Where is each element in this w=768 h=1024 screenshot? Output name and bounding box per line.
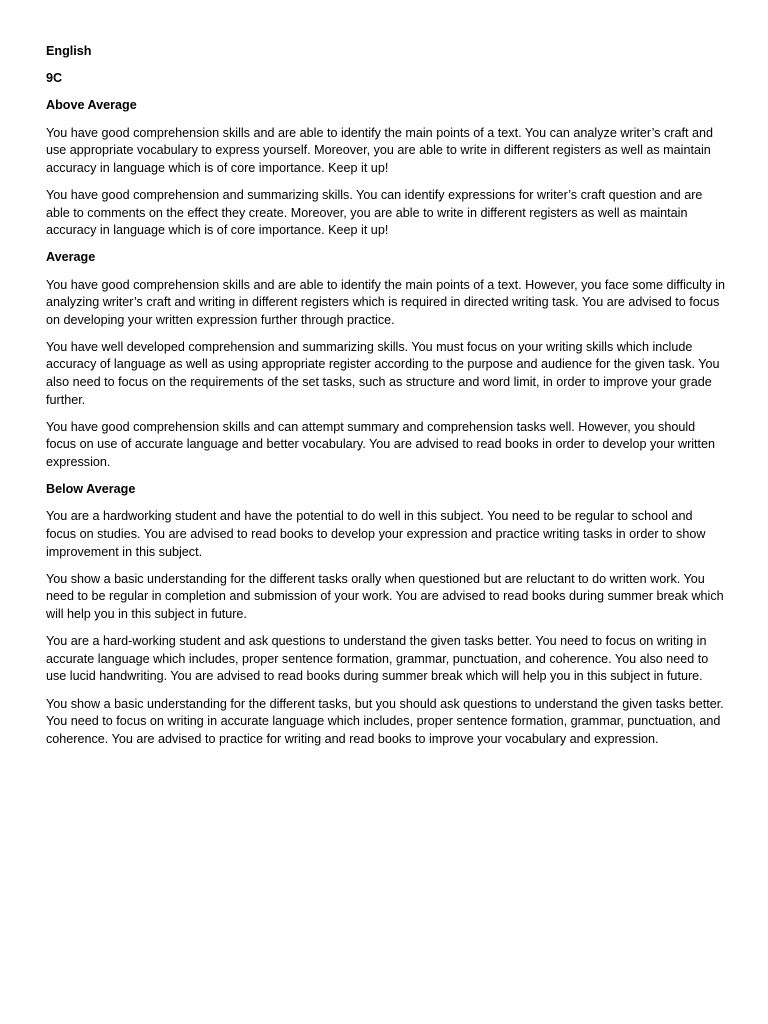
class-heading: 9C	[46, 71, 63, 86]
paragraph: You are a hardworking student and have the potential to do well in this subject. You need to be regular to school and focus on studies. You are advised to read books to develop your expression and practice writing tasks in order to show improvement in this subject.	[46, 509, 706, 559]
paragraph: You have good comprehension skills and can attempt summary and comprehension tasks well. However, you should focus on use of accurate language and better vocabulary. You are advised to read books in order to develop your written expression.	[46, 419, 716, 470]
paragraph: You show a basic understanding for the different tasks, but you should ask questions to understand the given tasks better. You need to focus on writing in accurate language which includes, proper sentence formation, grammar, punctuation, and coherence. You are advised to practice for writing and read books to improve your vocabulary and expression.	[46, 696, 724, 746]
paragraph: You have good comprehension skills and are able to identify the main points of a text. You can analyze writer’s craft and use appropriate vocabulary to express yourself. Moreover, you are able to write in different registers as well as maintain accuracy in language which is of core importance. Keep it up!	[46, 125, 713, 175]
paragraph: You have good comprehension and summarizing skills. You can identify expressions for writer’s craft question and are able to comments on the effect they create. Moreover, you are able to write in different registers as well as maintain accuracy in language which is of core importance. Keep it up!	[46, 187, 703, 238]
document-page	[46, 43, 726, 758]
section-heading-below-average: Below Average	[46, 482, 136, 497]
paragraph: You are a hard-working student and ask questions to understand the given tasks better. You need to focus on writing in accurate language which includes, proper sentence formation, grammar, punctuation, and coherence. You also need to use lucid handwriting. You are advised to read books during summer break which will help you in this subject in future.	[46, 634, 709, 684]
paragraph: You show a basic understanding for the different tasks orally when questioned but are reluctant to do written work. You need to be regular in completion and submission of your work. You are advised to read books during summer break which will help you in this subject in future.	[46, 571, 724, 621]
subject-heading: English	[46, 44, 92, 58]
paragraph: You have good comprehension skills and are able to identify the main points of a text. However, you face some difficulty in analyzing writer’s craft and writing in different registers which is required in directed writing task. You are advised to focus on developing your written expression further through practice.	[46, 277, 726, 327]
section-heading-average: Average	[46, 250, 96, 265]
paragraph: You have well developed comprehension and summarizing skills. You must focus on your writing skills which include accuracy of language as well as using appropriate register according to the purpose and audience for the given task. You also need to focus on the requirements of the set tasks, such as structure and word limit, in order to improve your grade further.	[46, 339, 720, 407]
section-heading-above-average: Above Average	[46, 98, 137, 113]
